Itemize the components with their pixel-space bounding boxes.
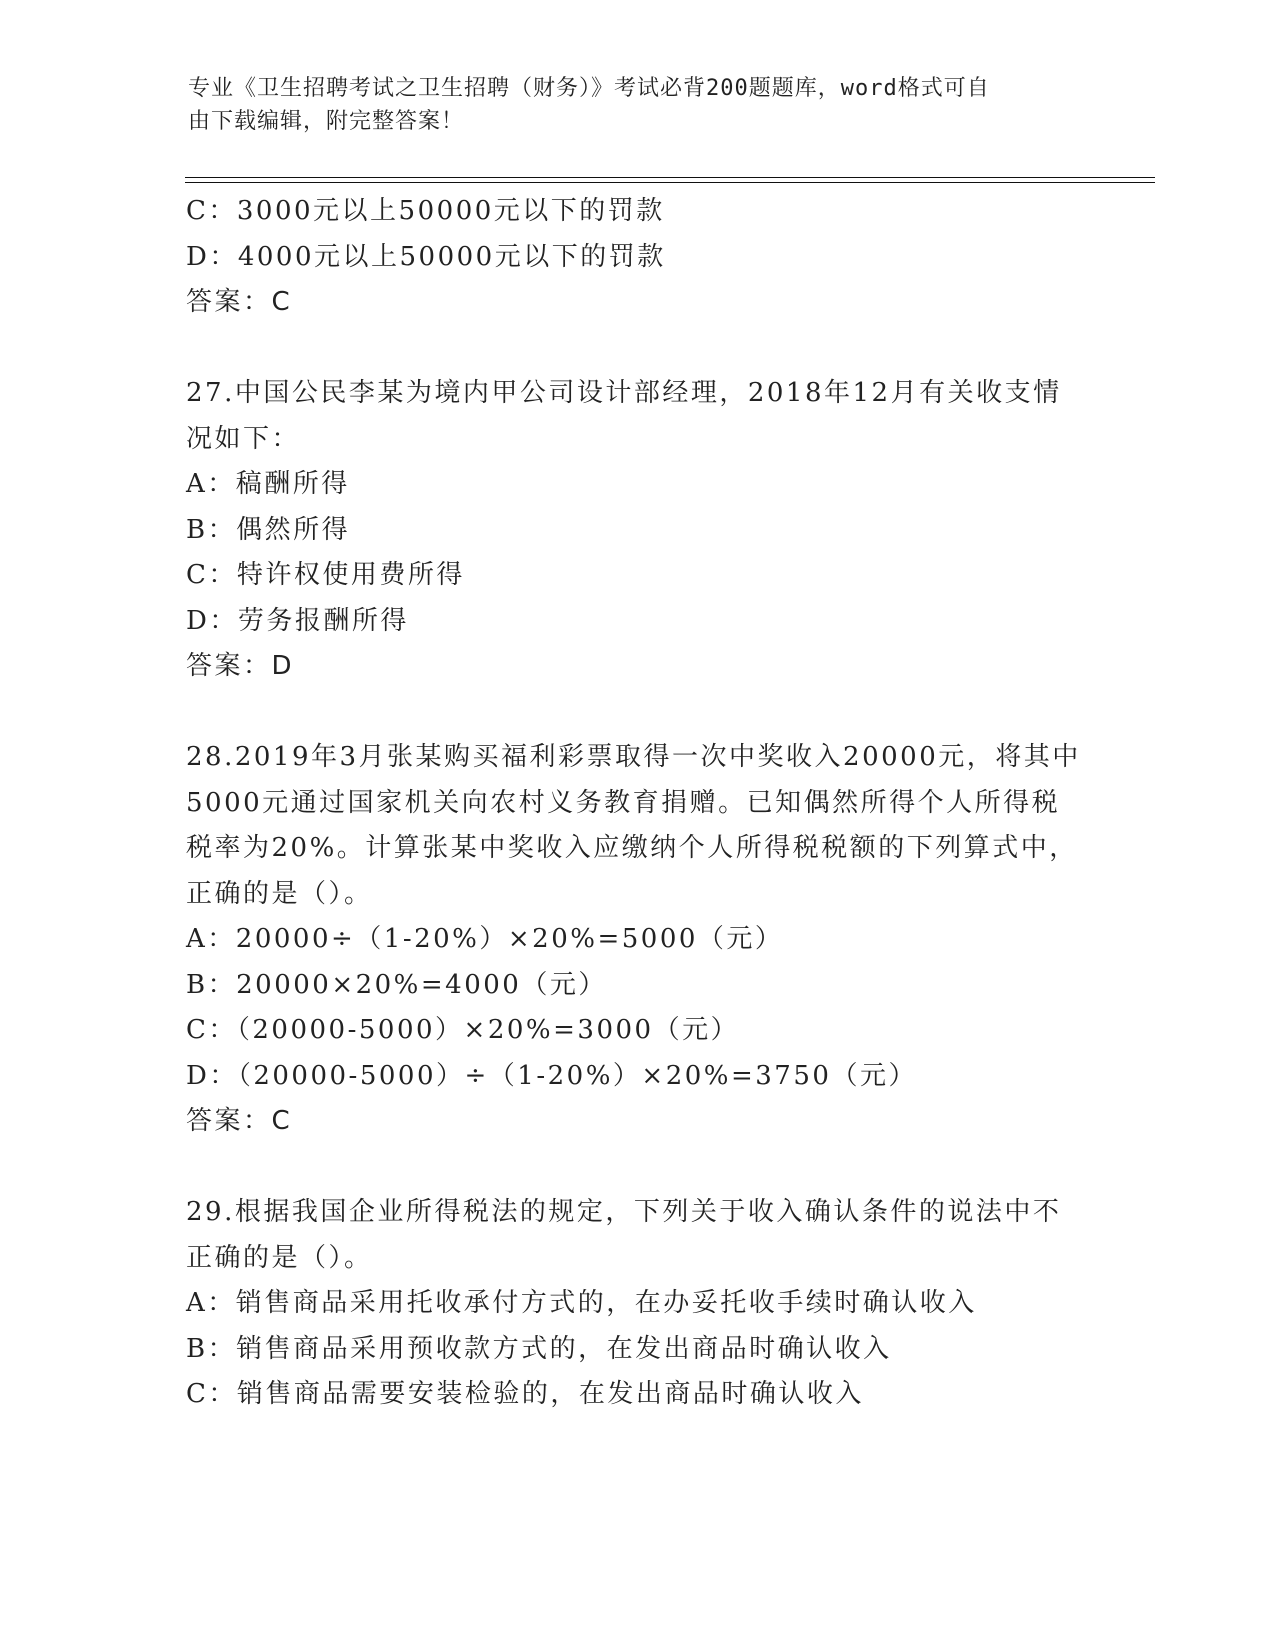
option-d: D：劳务报酬所得 xyxy=(186,605,409,636)
spacer xyxy=(186,326,1086,372)
question-stem: 29.根据我国企业所得税法的规定，下列关于收入确认条件的说法中不 xyxy=(186,1197,1062,1227)
question-29 xyxy=(186,1190,1086,1418)
option-b: B：20000×20%=4000（元） xyxy=(186,969,607,1000)
option-a: A：销售商品采用托收承付方式的，在办妥托收手续时确认收入 xyxy=(186,1288,977,1318)
header-title-line-1: 专业《卫生招聘考试之卫生招聘（财务）》考试必背200题题库，word格式可自 xyxy=(188,76,990,101)
question-stem: 28.2019年3月张某购买福利彩票取得一次中奖收入20000元，将其中 xyxy=(186,742,1081,772)
answer-line: 答案：C xyxy=(186,287,293,317)
question-26-tail xyxy=(186,189,1086,326)
question-28 xyxy=(186,735,1086,1145)
option-d: D：（20000-5000）÷（1-20%）×20%=3750（元） xyxy=(186,1060,917,1091)
question-27 xyxy=(186,371,1086,690)
option-c: C：3000元以上50000元以下的罚款 xyxy=(186,196,665,226)
option-b: B：销售商品采用预收款方式的，在发出商品时确认收入 xyxy=(186,1333,892,1364)
option-a: A：稿酬所得 xyxy=(186,469,350,499)
option-c: C：（20000-5000）×20%=3000（元） xyxy=(186,1015,740,1045)
question-stem-cont: 5000元通过国家机关向农村义务教育捐赠。已知偶然所得个人所得税 xyxy=(186,787,1061,818)
option-d: D：4000元以上50000元以下的罚款 xyxy=(186,241,666,272)
option-b: B：偶然所得 xyxy=(186,514,351,545)
question-stem-cont: 正确的是（）。 xyxy=(186,1242,373,1273)
answer-line: 答案：C xyxy=(186,1106,293,1136)
question-stem: 27.中国公民李某为境内甲公司设计部经理，2018年12月有关收支情 xyxy=(186,378,1062,408)
question-stem-cont: 正确的是（）。 xyxy=(186,878,373,909)
header-divider-bottom xyxy=(185,182,1155,183)
spacer xyxy=(186,1145,1086,1191)
spacer xyxy=(186,690,1086,736)
answer-line: 答案：D xyxy=(186,651,295,681)
option-a: A：20000÷（1-20%）×20%=5000（元） xyxy=(186,924,784,954)
header-title-line-2: 由下载编辑，附完整答案！ xyxy=(188,109,465,134)
option-c: C：特许权使用费所得 xyxy=(186,560,465,590)
document-body xyxy=(186,189,1086,1418)
header-divider-top xyxy=(185,177,1155,178)
page-header xyxy=(188,72,1088,138)
option-c: C：销售商品需要安装检验的，在发出商品时确认收入 xyxy=(186,1379,864,1409)
question-stem-cont: 税率为20%。计算张某中奖收入应缴纳个人所得税税额的下列算式中， xyxy=(186,833,1078,863)
question-stem-cont: 况如下： xyxy=(186,423,301,454)
